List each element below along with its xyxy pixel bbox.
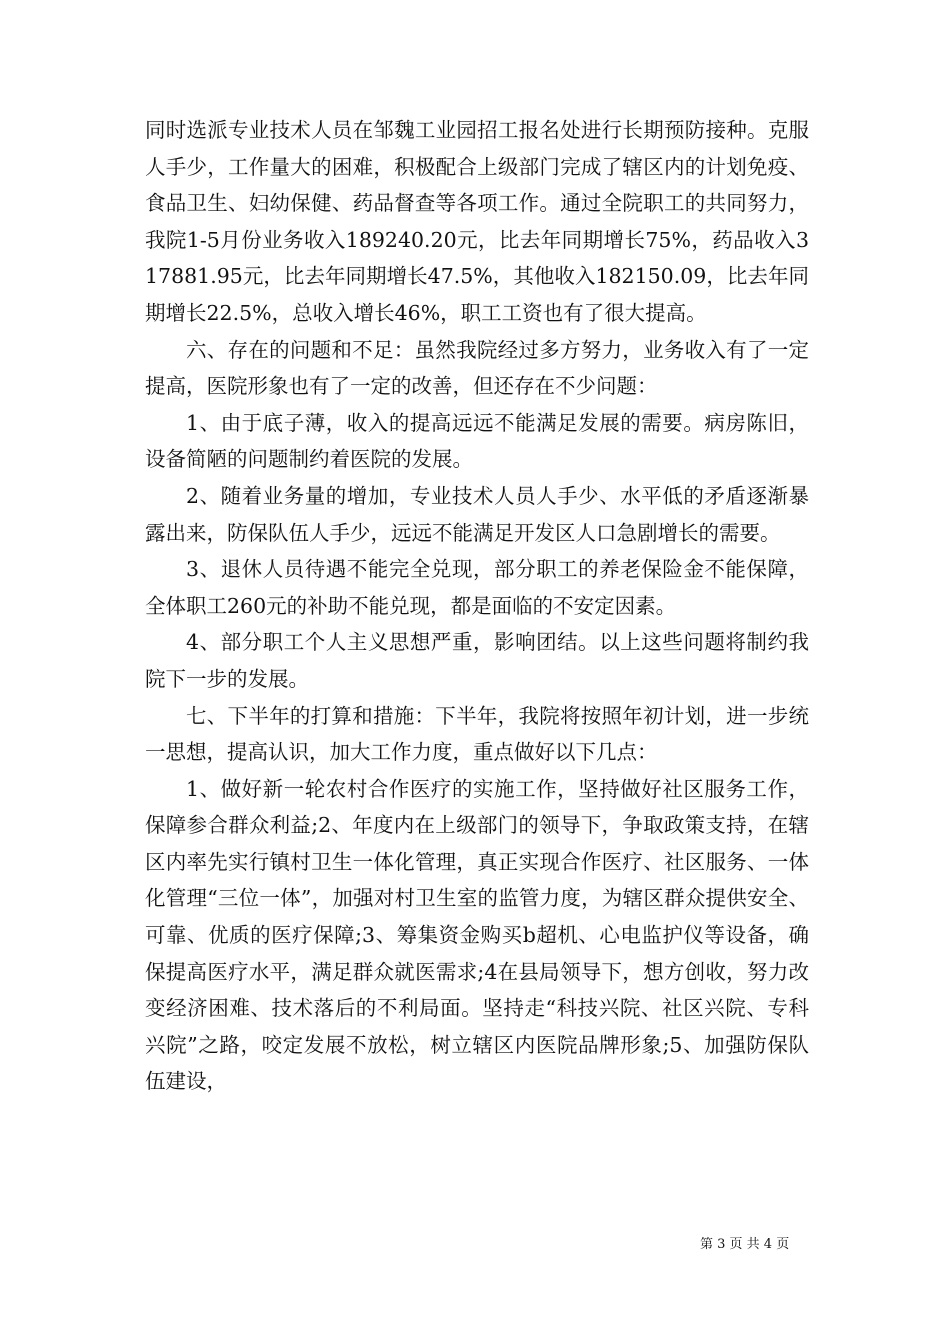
paragraph-section-six: 六、存在的问题和不足：虽然我院经过多方努力，业务收入有了一定提高，医院形象也有了一定的改善，但还存在不少问题： — [145, 337, 809, 399]
paragraph-issue-4: 4、部分职工个人主义思想严重，影响团结。以上这些问题将制约我院下一步的发展。 — [145, 630, 809, 691]
page-number-footer: 第 3 页 共 4 页 — [700, 1237, 790, 1252]
paragraph-issue-2: 2、随着业务量的增加，专业技术人员人手少、水平低的矛盾逐渐暴露出来，防保队伍人手少，远远不能满足开发区人口急剧增长的需要。 — [145, 483, 809, 545]
paragraph-issue-3: 3、退休人员待遇不能完全兑现，部分职工的养老保险金不能保障，全体职工260元的补助不能兑现，都是面临的不安定因素。 — [145, 557, 809, 618]
paragraph-continuation: 同时选派专业技术人员在邹魏工业园招工报名处进行长期预防接种。克服人手少，工作量大的困难，积极配合上级部门完成了辖区内的计划免疫、食品卫生、妇幼保健、药品督查等各项工作。通过全院职工的共同努力，我院1-5月份业务收入189240.20元，比去年同期增长75%，药品收入317881.95元，比去年同期增长47.5%，其他收入182150.09，比去年同期增长22.5%，总收入增长46%，职工工资也有了很大提高。 — [145, 118, 809, 325]
paragraph-issue-1: 1、由于底子薄，收入的提高远远不能满足发展的需要。病房陈旧，设备简陋的问题制约着医院的发展。 — [145, 410, 809, 472]
body-text — [145, 112, 809, 1100]
paragraph-plan-items: 1、做好新一轮农村合作医疗的实施工作，坚持做好社区服务工作，保障参合群众利益;2、年度内在上级部门的领导下，争取政策支持，在辖区内率先实行镇村卫生一体化管理，真正实现合作医疗、社区服务、一体化管理“三位一体”，加强对村卫生室的监管力度，为辖区群众提供安全、可靠、优质的医疗保障;3、筹集资金购买b超机、心电监护仪等设备，确保提高医疗水平，满足群众就医需求;4在县局领导下，想方创收，努力改变经济困难、技术落后的不利局面。坚持走“科技兴院、社区兴院、专科兴院”之路，咬定发展不放松，树立辖区内医院品牌形象;5、加强防保队伍建设， — [145, 776, 809, 1094]
paragraph-section-seven: 七、下半年的打算和措施：下半年，我院将按照年初计划，进一步统一思想，提高认识，加大工作力度，重点做好以下几点： — [145, 703, 809, 765]
